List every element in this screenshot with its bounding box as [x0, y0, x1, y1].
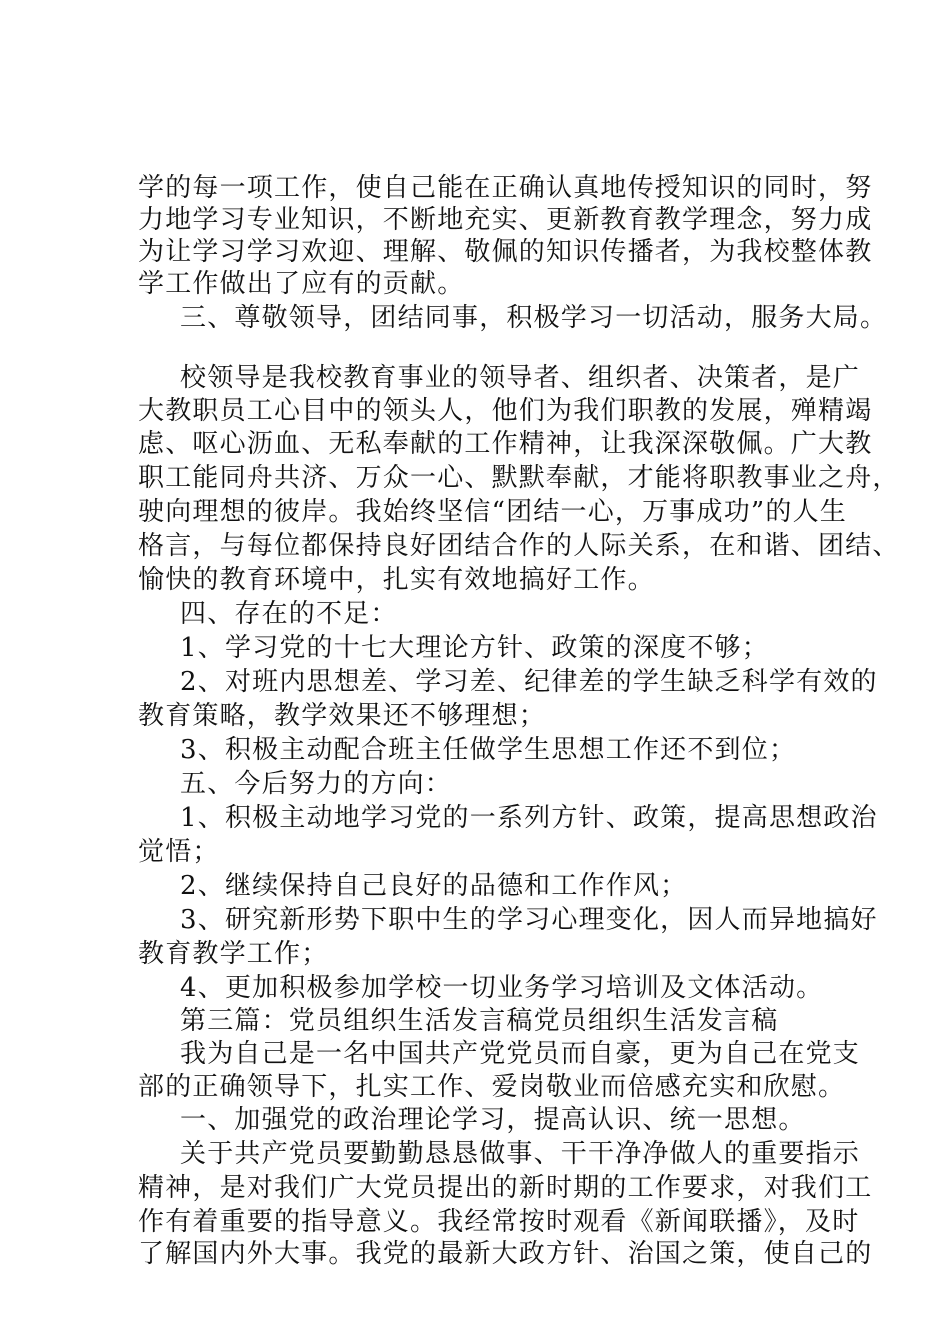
chapter-heading: 第三篇：党员组织生活发言稿党员组织生活发言稿 [180, 1006, 779, 1036]
text-line: 职工能同舟共济、万众一心、默默奉献，才能将职教事业之舟， [138, 463, 900, 493]
text-line: 部的正确领导下，扎实工作、爱岗敬业而倍感充实和欣慰。 [138, 1072, 846, 1102]
text-line: 格言，与每位都保持良好团结合作的人际关系，在和谐、团结、 [138, 531, 900, 561]
section-heading: 五、今后努力的方向： [180, 769, 453, 799]
text-line: 为让学习学习欢迎、理解、敬佩的知识传播者，为我校整体教 [138, 237, 873, 267]
text-line: 关于共产党员要勤勤恳恳做事、干干净净做人的重要指示 [180, 1139, 861, 1169]
text-line: 虑、呕心沥血、无私奉献的工作精神，让我深深敬佩。广大教 [138, 429, 873, 459]
list-item: 2、对班内思想差、学习差、纪律差的学生缺乏科学有效的 [180, 667, 878, 697]
section-heading: 三、尊敬领导，团结同事，积极学习一切活动，服务大局。 [180, 303, 888, 333]
text-line: 了解国内外大事。我党的最新大政方针、治国之策，使自己的 [138, 1239, 873, 1269]
text-line: 教育策略，教学效果还不够理想； [138, 701, 547, 731]
section-heading: 四、存在的不足： [180, 599, 398, 629]
text-line: 学工作做出了应有的贡献。 [138, 269, 465, 299]
text-line: 驶向理想的彼岸。我始终坚信“团结一心，万事成功”的人生 [138, 497, 847, 527]
text-line: 愉快的教育环境中，扎实有效地搞好工作。 [138, 565, 655, 595]
list-item: 2、继续保持自己良好的品德和工作作风； [180, 871, 688, 901]
text-line: 学的每一项工作，使自己能在正确认真地传授知识的同时，努 [138, 173, 873, 203]
list-item: 1、学习党的十七大理论方针、政策的深度不够； [180, 633, 769, 663]
text-line: 精神，是对我们广大党员提出的新时期的工作要求，对我们工 [138, 1173, 873, 1203]
text-line: 教育教学工作； [138, 939, 329, 969]
section-heading: 一、加强党的政治理论学习，提高认识、统一思想。 [180, 1105, 806, 1135]
list-item: 4、更加积极参加学校一切业务学习培训及文体活动。 [180, 973, 824, 1003]
list-item: 3、研究新形势下职中生的学习心理变化，因人而异地搞好 [180, 905, 878, 935]
list-item: 1、积极主动地学习党的一系列方针、政策，提高思想政治 [180, 803, 878, 833]
text-line: 力地学习专业知识，不断地充实、更新教育教学理念，努力成 [138, 205, 873, 235]
text-line: 校领导是我校教育事业的领导者、组织者、决策者，是广 [180, 363, 861, 393]
text-line: 大教职员工心目中的领头人，他们为我们职教的发展，殚精竭 [138, 396, 873, 426]
text-line: 作有着重要的指导意义。我经常按时观看《新闻联播》，及时 [138, 1207, 860, 1237]
text-line: 觉悟； [138, 837, 220, 867]
text-line: 我为自己是一名中国共产党党员而自豪，更为自己在党支 [180, 1039, 861, 1069]
list-item: 3、积极主动配合班主任做学生思想工作还不到位； [180, 735, 797, 765]
